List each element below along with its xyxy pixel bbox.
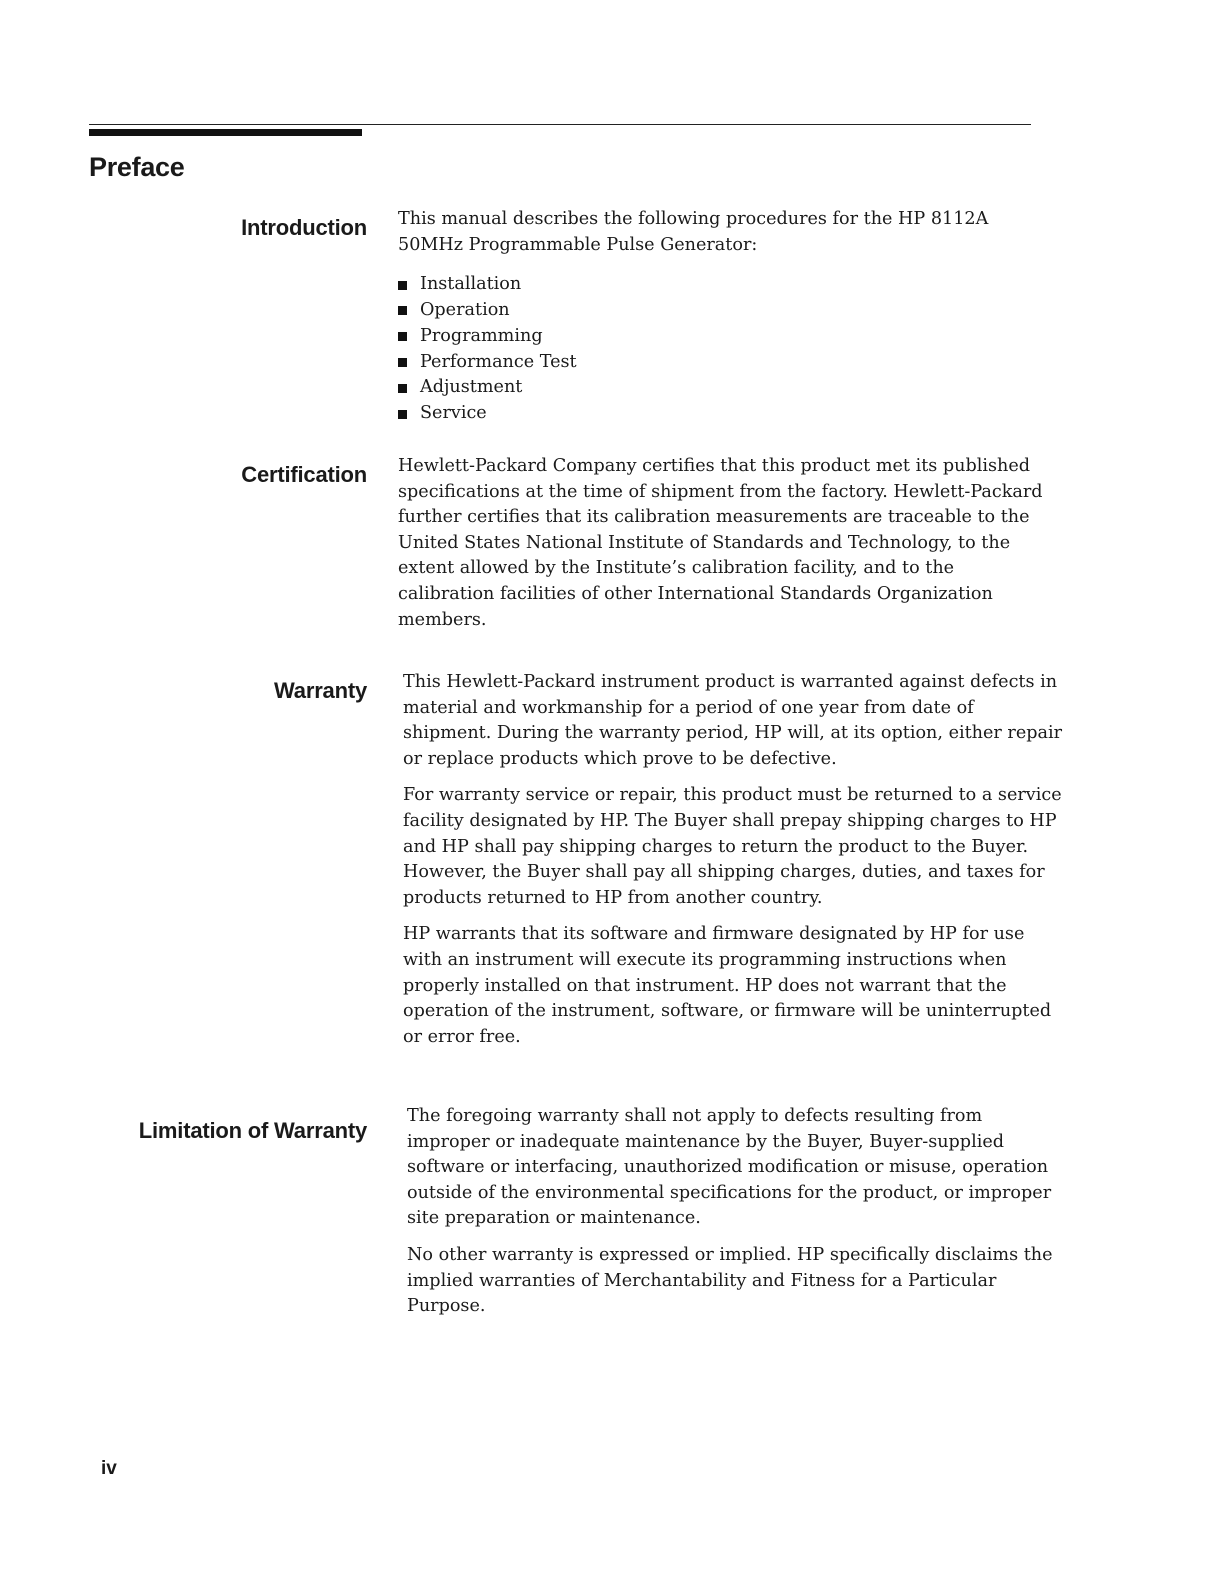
list-item xyxy=(398,401,1038,427)
page-number: iv xyxy=(101,1458,117,1479)
list-item xyxy=(398,375,1038,401)
introduction-text: This manual describes the following procedures for the HP 8112A 50MHz Programmable Pulse Generator: xyxy=(398,209,989,255)
warranty-paragraph: For warranty service or repair, this product must be returned to a service facility designated by HP. The Buyer shall prepay shipping charges to HP and HP shall pay shipping charges to return the product to the Buyer. However, the Buyer shall pay all shipping charges, duties, and taxes for products returned to HP from another country. xyxy=(403,785,1062,908)
procedure-list xyxy=(398,272,1038,427)
list-item xyxy=(398,350,1038,376)
bullet-icon xyxy=(398,410,407,419)
bullet-icon xyxy=(398,332,407,341)
list-item-label: Installation xyxy=(420,274,522,295)
list-item xyxy=(398,324,1038,350)
certification-heading: Certification xyxy=(241,462,367,487)
warranty-paragraph: HP warrants that its software and firmware designated by HP for use with an instrument will execute its programming instructions when properly installed on that instrument. HP does not warrant that the operation of the instrument, software, or firmware will be uninterrupted or error free. xyxy=(403,924,1052,1047)
certification-body xyxy=(398,454,1043,644)
bullet-icon xyxy=(398,384,407,393)
list-item xyxy=(398,298,1038,324)
list-item-label: Adjustment xyxy=(420,377,523,398)
warranty-paragraph: This Hewlett-Packard instrument product is warranted against defects in material and workmanship for a period of one year from date of shipment. During the warranty period, HP will, at its option, either repair or replace products which prove to be defective. xyxy=(403,672,1063,769)
page-title: Preface xyxy=(89,152,185,182)
certification-text: Hewlett-Packard Company certifies that this product met its published specifications at the time of shipment from the factory. Hewlett-Packard further certifies that its calibration measurements are traceable to the United States National Institute of Standards and Technology, to the extent allowed by the Institute’s calibration facility, and to the calibration facilities of other International Standards Organization members. xyxy=(398,456,1043,630)
list-item-label: Performance Test xyxy=(420,351,577,372)
limitation-body xyxy=(407,1104,1069,1331)
header-rule-thin xyxy=(89,124,1031,125)
header-rule-thick xyxy=(89,129,362,136)
introduction-heading: Introduction xyxy=(241,215,367,240)
limitation-heading: Limitation of Warranty xyxy=(138,1118,367,1143)
limitation-paragraph: No other warranty is expressed or implied. HP specifically disclaims the implied warranties of Merchantability and Fitness for a Particular Purpose. xyxy=(407,1244,1053,1317)
limitation-paragraph: The foregoing warranty shall not apply to defects resulting from improper or inadequate maintenance by the Buyer, Buyer-supplied software or interfacing, unauthorized modification or misuse, operation outside of the environmental specifications for the product, or improper site preparation or maintenance. xyxy=(407,1106,1052,1229)
introduction-body xyxy=(398,207,1038,427)
warranty-body xyxy=(403,670,1063,1061)
list-item-label: Operation xyxy=(420,299,510,320)
bullet-icon xyxy=(398,358,407,367)
list-item xyxy=(398,272,1038,298)
bullet-icon xyxy=(398,281,407,290)
warranty-heading: Warranty xyxy=(274,678,367,703)
list-item-label: Service xyxy=(420,403,487,424)
list-item-label: Programming xyxy=(420,325,543,346)
bullet-icon xyxy=(398,306,407,315)
